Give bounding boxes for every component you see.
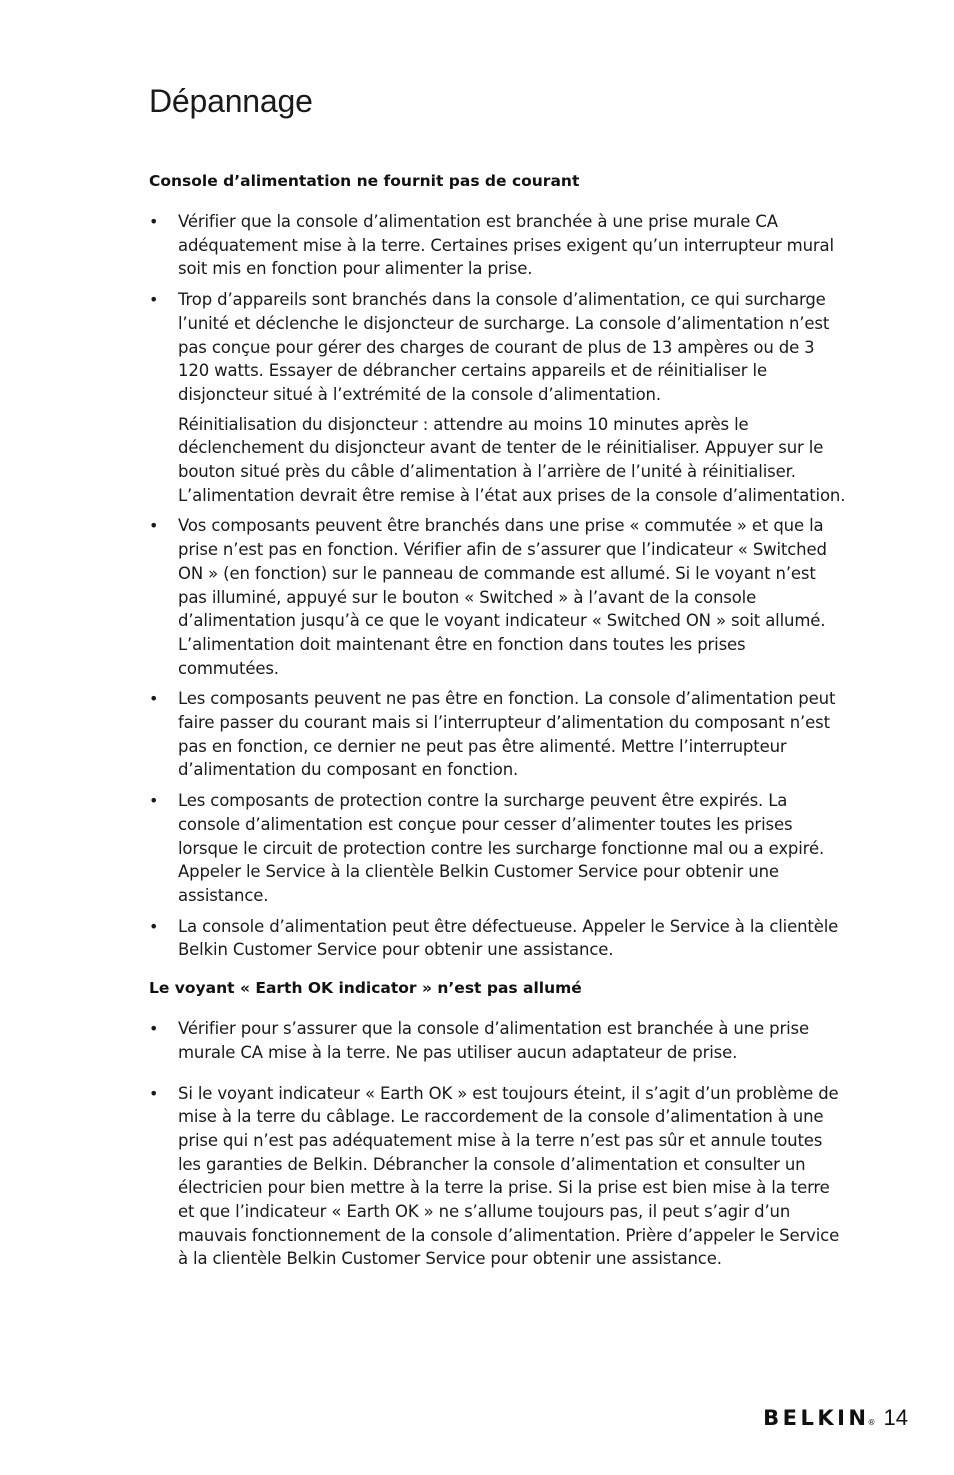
list-item bbox=[149, 288, 849, 507]
list-item-text: Si le voyant indicateur « Earth OK » est toujours éteint, il s’agit d’un problème de mise à la terre du câblage. Le raccordement de la console d’alimentation à une prise qui n’est pas adéquatement mise à la terre n’est pas sûr et annule toutes les garanties de Belkin. Débrancher la console d’alimentation et consulter un électricien pour bien mettre à la terre la prise. Si la prise est bien mise à la terre et que l’indicateur « Earth OK » ne s’allume toujours pas, il peut s’agir d’un mauvais fonctionnement de la console d’alimentation. Prière d’appeler le Service à la clientèle Belkin Customer Service pour obtenir une assistance. bbox=[178, 1083, 840, 1269]
bullet-icon: • bbox=[149, 212, 159, 231]
troubleshooting-list-earth-ok bbox=[149, 1017, 849, 1271]
list-item bbox=[149, 514, 849, 680]
list-item-text: Vos composants peuvent être branchés dans une prise « commutée » et que la prise n’est pas en fonction. Vérifier afin de s’assurer que l’indicateur « Switched ON » (en fonction) sur le panneau de commande est allumé. Si le voyant n’est pas illuminé, appuyé sur le bouton « Switched » à l’avant de la console d’alimentation jusqu’à ce que le voyant indicateur « Switched ON » soit allumé. L’alimentation doit maintenant être en fonction dans toutes les prises commutées. bbox=[178, 516, 827, 678]
registered-mark: ® bbox=[867, 1418, 876, 1427]
list-item-text: Trop d’appareils sont branchés dans la console d’alimentation, ce qui surcharge l’unité et déclenche le disjoncteur de surcharge. La console d’alimentation n’est pas conçue pour gérer des charges de courant de plus de 13 ampères ou de 3 120 watts. Essayer de débrancher certains appareils et de réinitialiser le disjoncteur situé à l’extrémité de la console d’alimentation. bbox=[178, 290, 830, 404]
bullet-icon: • bbox=[149, 791, 159, 811]
bullet-icon: • bbox=[149, 290, 159, 310]
bullet-icon: • bbox=[149, 1019, 159, 1039]
document-page bbox=[149, 78, 849, 1271]
list-item-text: Vérifier que la console d’alimentation est branchée à une prise murale CA adéquatement mise à la terre. Certaines prises exigent qu’un interrupteur mural soit mis en fonction pour alimenter la prise. bbox=[178, 212, 834, 279]
list-item bbox=[149, 210, 849, 281]
list-item bbox=[149, 915, 849, 962]
list-item bbox=[149, 1082, 849, 1272]
bullet-icon: • bbox=[149, 916, 159, 936]
list-item-text: Vérifier pour s’assurer que la console d’alimentation est branchée à une prise murale CA mise à la terre. Ne pas utiliser aucun adaptateur de prise. bbox=[178, 1019, 809, 1062]
list-item bbox=[149, 687, 849, 782]
list-item-text: La console d’alimentation peut être défectueuse. Appeler le Service à la clientèle Belkin Customer Service pour obtenir une assistance. bbox=[178, 916, 839, 960]
section-heading-no-power: Console d’alimentation ne fournit pas de courant bbox=[149, 172, 580, 190]
list-item-text: Les composants peuvent ne pas être en fonction. La console d’alimentation peut faire passer du courant mais si l’interrupteur d’alimentation du composant n’est pas en fonction, ce dernier ne peut pas être alimenté. Mettre l’interrupteur d’alimentation du composant en fonction. bbox=[178, 689, 836, 780]
list-item bbox=[149, 1017, 849, 1064]
bullet-icon: • bbox=[149, 1083, 159, 1103]
page-footer bbox=[763, 1405, 908, 1435]
list-item-text: Les composants de protection contre la surcharge peuvent être expirés. La console d’alimentation est conçue pour cesser d’alimenter toutes les prises lorsque le circuit de protection contre les surcharge fonctionne mal ou a expiré. Appeler le Service à la clientèle Belkin Customer Service pour obtenir une assistance. bbox=[178, 791, 825, 905]
breaker-reset-note: Réinitialisation du disjoncteur : attendre au moins 10 minutes après le déclenchement du disjoncteur avant de tenter de le réinitialiser. Appuyer sur le bouton situé près du câble d’alimentation à l’arrière de l’unité à réinitialiser. L’alimentation devrait être remise à l’état aux prises de la console d’alimentation. bbox=[178, 414, 846, 505]
bullet-icon: • bbox=[149, 516, 159, 536]
section-heading-earth-ok: Le voyant « Earth OK indicator » n’est pas allumé bbox=[149, 979, 582, 998]
list-item bbox=[149, 789, 849, 908]
bullet-icon: • bbox=[149, 689, 159, 709]
troubleshooting-list-no-power bbox=[149, 210, 849, 962]
page-number: 14 bbox=[883, 1405, 908, 1430]
page-title: Dépannage bbox=[149, 83, 313, 119]
belkin-logo: BELKIN bbox=[763, 1406, 870, 1430]
